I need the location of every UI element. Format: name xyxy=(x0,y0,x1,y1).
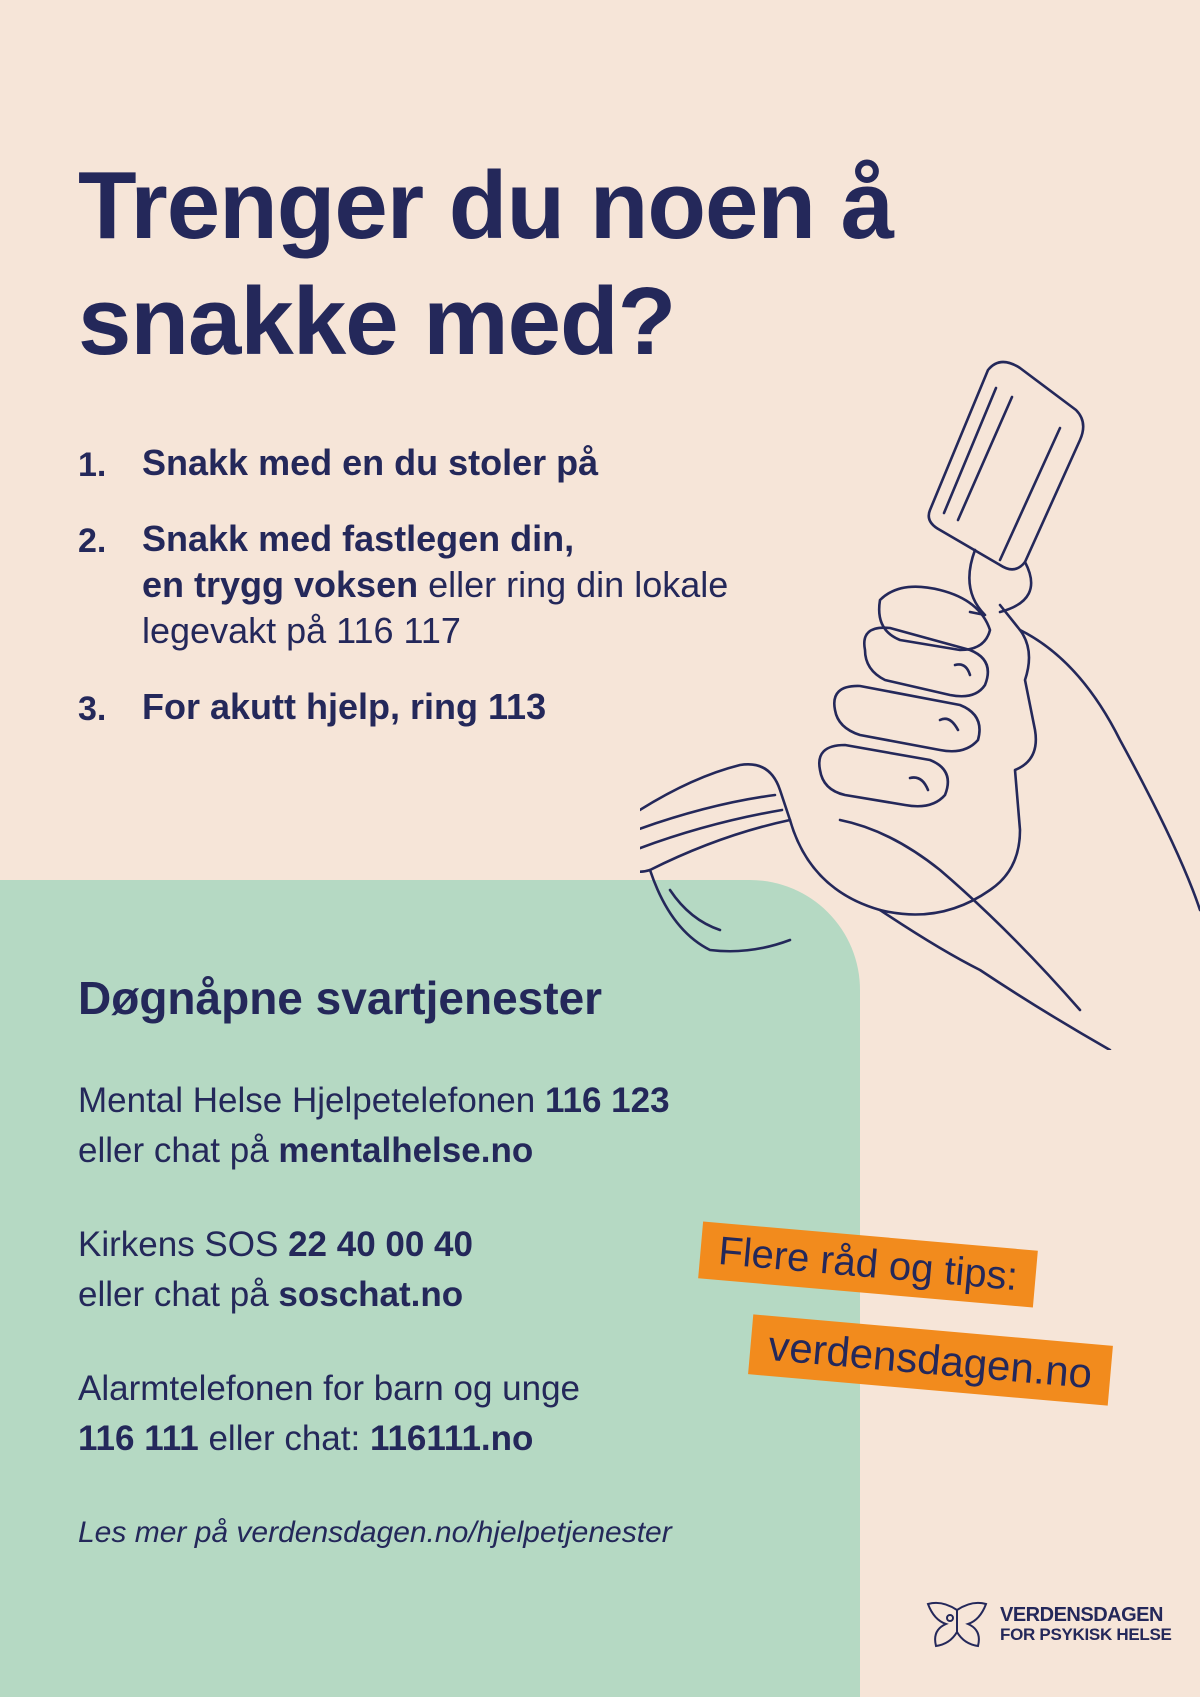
organization-logo xyxy=(922,1600,1172,1650)
services-section xyxy=(78,970,798,1508)
phone-hand-illustration xyxy=(640,350,1200,1050)
step-text: Snakk med en du stoler på xyxy=(142,442,599,483)
tips-website-link[interactable]: verdensdagen.no xyxy=(748,1314,1112,1405)
service-chat-prefix: eller chat på xyxy=(78,1275,279,1314)
logo-line-2: FOR PSYKISK HELSE xyxy=(1000,1625,1172,1644)
steps-list xyxy=(78,440,738,730)
service-alarmtelefonen xyxy=(78,1364,798,1464)
service-name: Alarmtelefonen for barn og unge xyxy=(78,1369,580,1408)
services-heading: Døgnåpne svartjenester xyxy=(78,972,603,1024)
service-chat-link[interactable]: 116111.no xyxy=(369,1419,534,1458)
logo-line-1: VERDENSDAGEN xyxy=(1000,1604,1163,1626)
step-text: For akutt hjelp, ring 113 xyxy=(142,686,547,727)
service-chat-link[interactable]: soschat.no xyxy=(278,1275,464,1314)
service-chat-prefix: eller chat på xyxy=(78,1131,279,1170)
step-number: 2. xyxy=(78,522,107,560)
step-3 xyxy=(78,684,738,730)
tips-label: Flere råd og tips: xyxy=(698,1221,1038,1307)
step-text-bold-2: en trygg voksen xyxy=(142,564,419,605)
service-name: Kirkens SOS xyxy=(78,1225,289,1264)
service-kirkens-sos xyxy=(78,1220,798,1320)
service-phone: 22 40 00 40 xyxy=(288,1225,473,1264)
step-number: 1. xyxy=(78,446,107,484)
step-1 xyxy=(78,440,738,486)
service-mental-helse xyxy=(78,1076,798,1176)
service-phone: 116 123 xyxy=(544,1081,670,1120)
step-text-rest: eller ring din lokale legevakt på 116 117 xyxy=(142,564,729,651)
service-chat-prefix: eller chat: xyxy=(198,1419,370,1458)
service-chat-link[interactable]: mentalhelse.no xyxy=(278,1131,534,1170)
page-title: Trenger du noen å snakke med? xyxy=(78,152,894,375)
service-name: Mental Helse Hjelpetelefonen xyxy=(78,1081,545,1120)
service-phone: 116 111 xyxy=(78,1419,199,1458)
step-2 xyxy=(78,516,738,654)
butterfly-icon xyxy=(922,1600,992,1650)
step-number: 3. xyxy=(78,690,107,728)
step-text: Snakk med fastlegen din, xyxy=(142,518,575,559)
more-info-link[interactable]: Les mer på verdensdagen.no/hjelpetjenester xyxy=(78,1516,672,1549)
